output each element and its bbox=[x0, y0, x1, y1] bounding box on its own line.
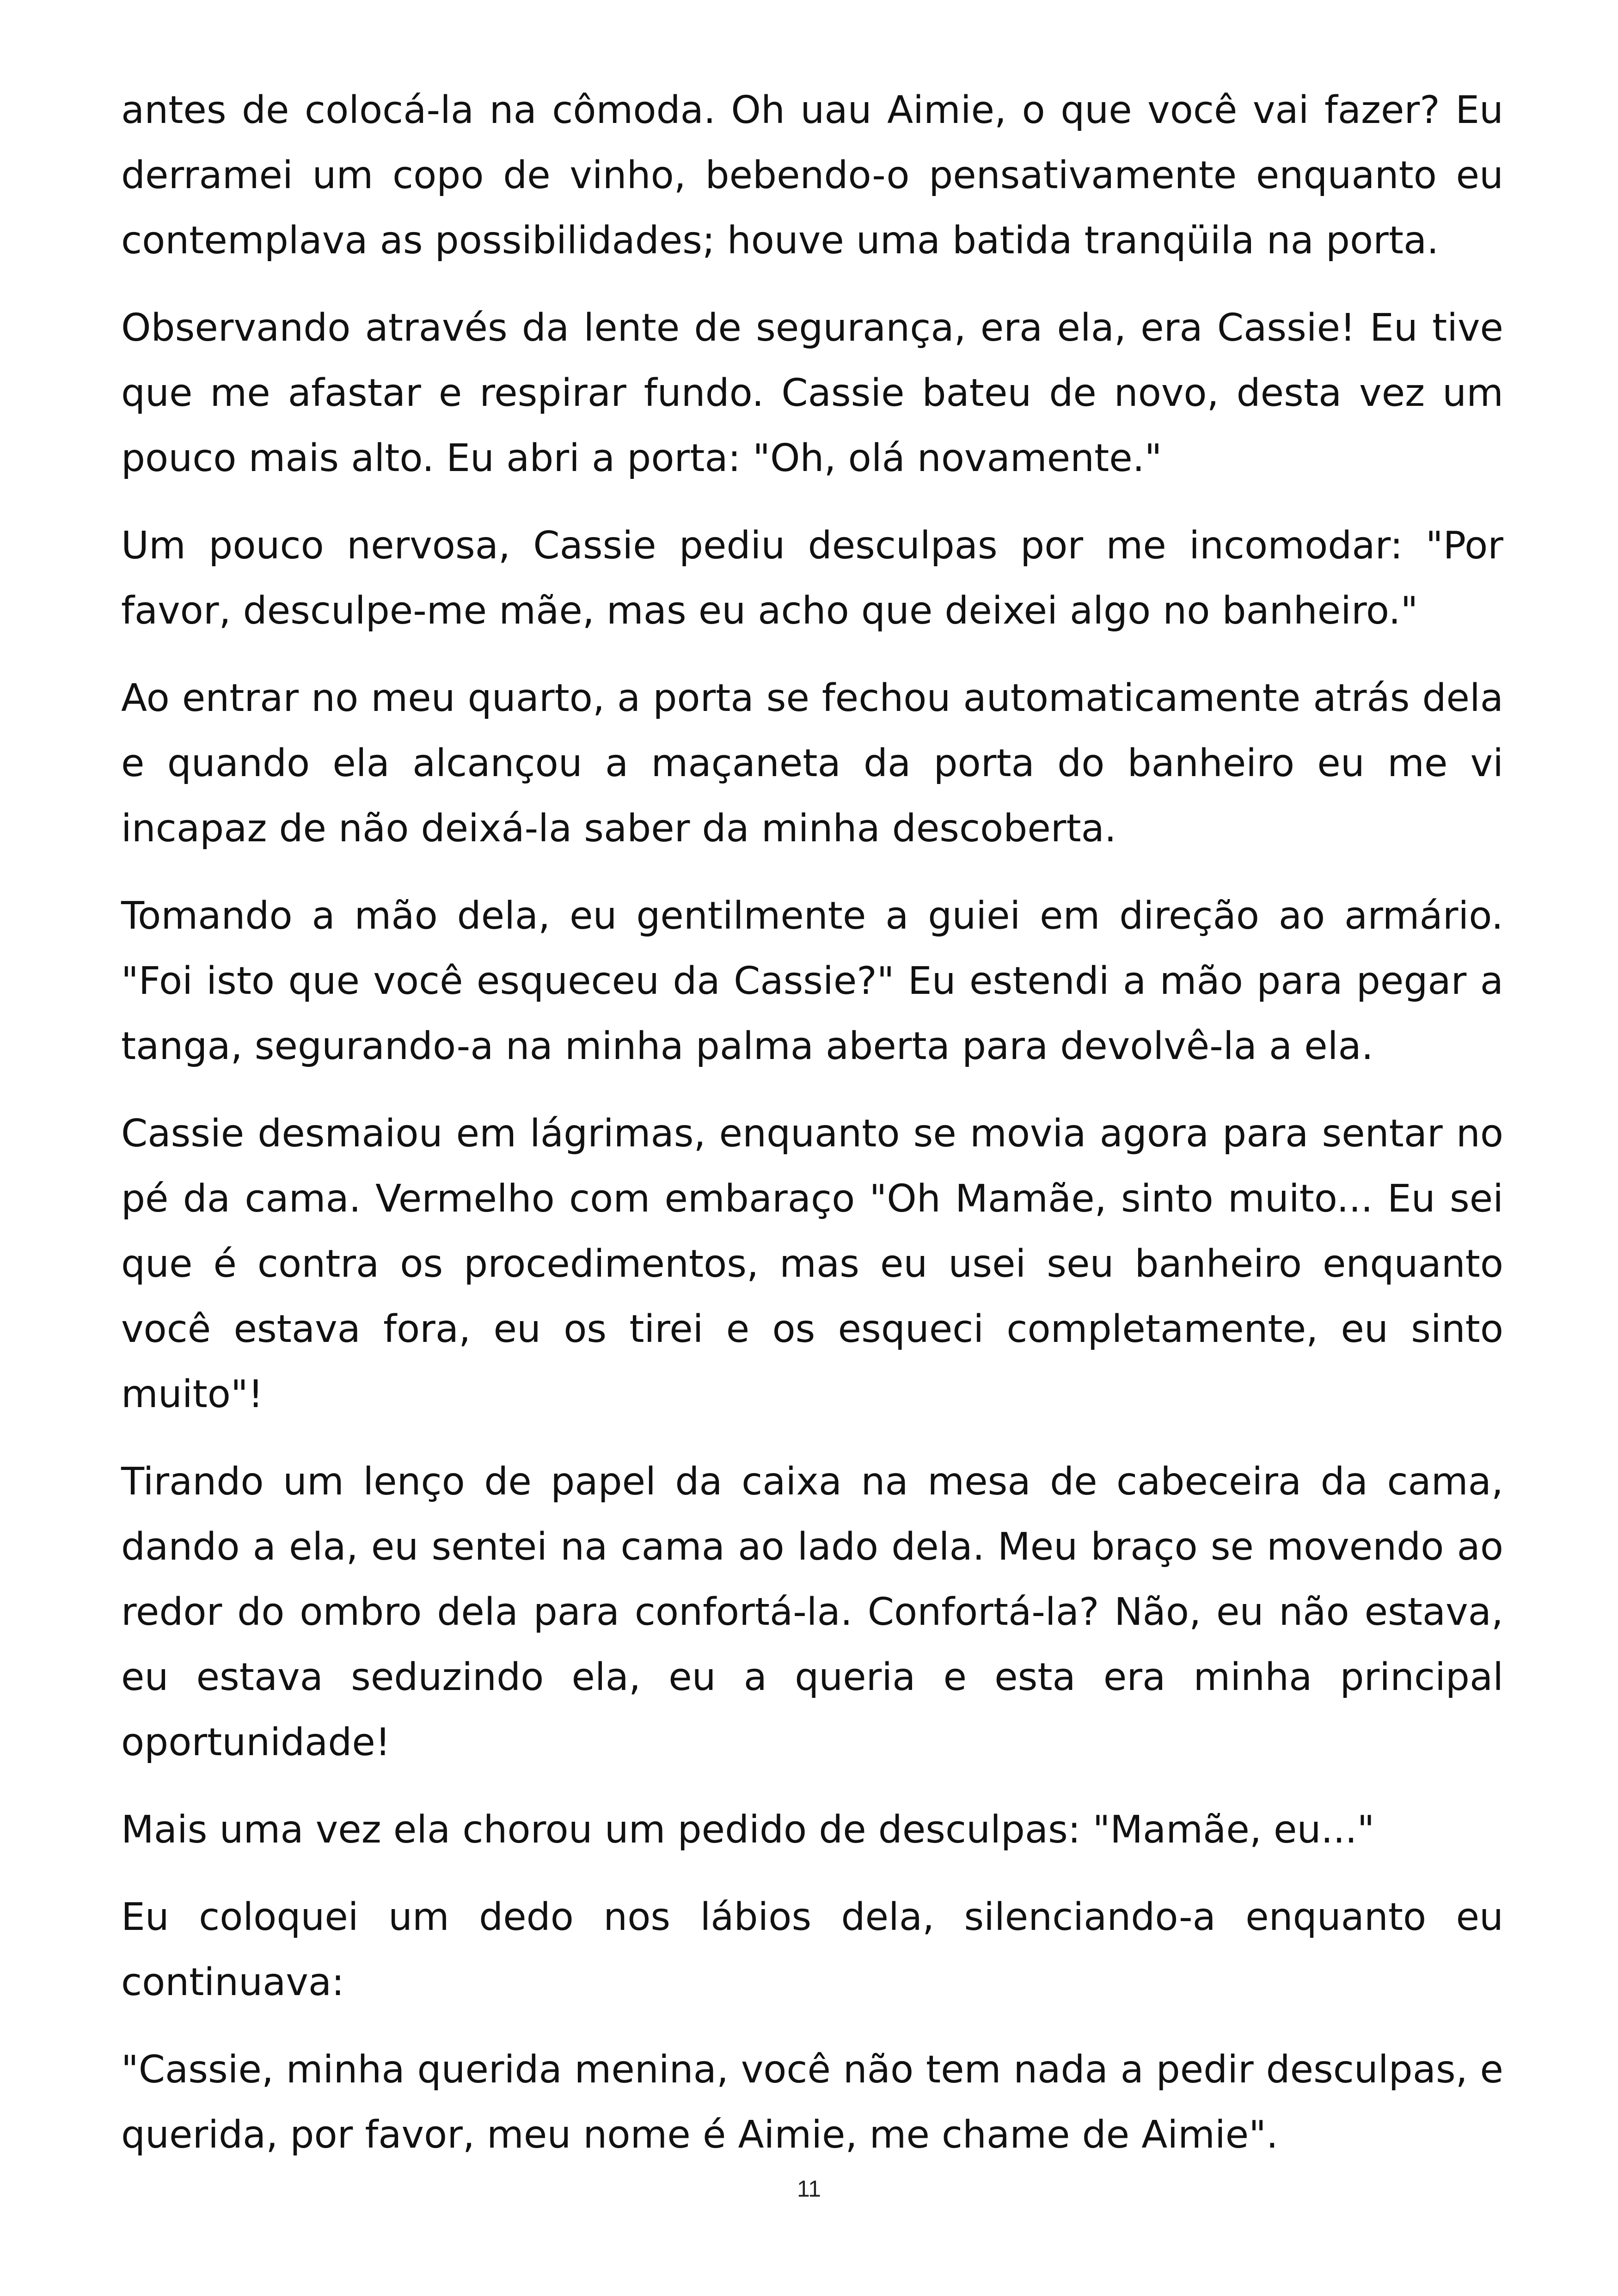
page-body bbox=[121, 78, 1503, 2190]
paragraph-1: antes de colocá-la na cômoda. Oh uau Aimie, o que você vai fazer? Eu derramei um copo de vinho, bebendo-o pensativamente enquanto eu contemplava as possibilidades; houve uma batida tranqüila na porta. bbox=[121, 88, 1503, 263]
paragraph-3: Um pouco nervosa, Cassie pediu desculpas por me incomodar: "Por favor, desculpe-me mãe, mas eu acho que deixei algo no banheiro." bbox=[121, 524, 1503, 633]
paragraph-10: "Cassie, minha querida menina, você não tem nada a pedir desculpas, e querida, por favor, meu nome é Aimie, me chame de Aimie". bbox=[121, 2048, 1503, 2157]
paragraph-7: Tirando um lenço de papel da caixa na mesa de cabeceira da cama, dando a ela, eu sentei na cama ao lado dela. Meu braço se movendo ao redor do ombro dela para confortá-la. Confortá-la? Não, eu não estava, eu estava seduzindo ela, eu a queria e esta era minha principal oportunidade! bbox=[121, 1460, 1503, 1764]
paragraph-9: Eu coloquei um dedo nos lábios dela, silenciando-a enquanto eu continuava: bbox=[121, 1895, 1503, 2004]
paragraph-5: Tomando a mão dela, eu gentilmente a guiei em direção ao armário. "Foi isto que você esqueceu da Cassie?" Eu estendi a mão para pegar a tanga, segurando-a na minha palma aberta para devolvê-la a ela. bbox=[121, 894, 1503, 1068]
paragraph-4: Ao entrar no meu quarto, a porta se fechou automaticamente atrás dela e quando ela alcançou a maçaneta da porta do banheiro eu me vi incapaz de não deixá-la saber da minha descoberta. bbox=[121, 676, 1503, 851]
paragraph-8: Mais uma vez ela chorou um pedido de desculpas: "Mamãe, eu..." bbox=[121, 1808, 1375, 1852]
paragraph-2: Observando através da lente de segurança, era ela, era Cassie! Eu tive que me afastar e respirar fundo. Cassie bateu de novo, desta vez um pouco mais alto. Eu abri a porta: "Oh, olá novamente." bbox=[121, 306, 1503, 480]
paragraph-6: Cassie desmaiou em lágrimas, enquanto se movia agora para sentar no pé da cama. Vermelho com embaraço "Oh Mamãe, sinto muito... Eu sei que é contra os procedimentos, mas eu usei seu banheiro enquanto você estava fora, eu os tirei e os esqueci completamente, eu sinto muito"! bbox=[121, 1112, 1503, 1416]
page-number: 11 bbox=[797, 2176, 821, 2202]
